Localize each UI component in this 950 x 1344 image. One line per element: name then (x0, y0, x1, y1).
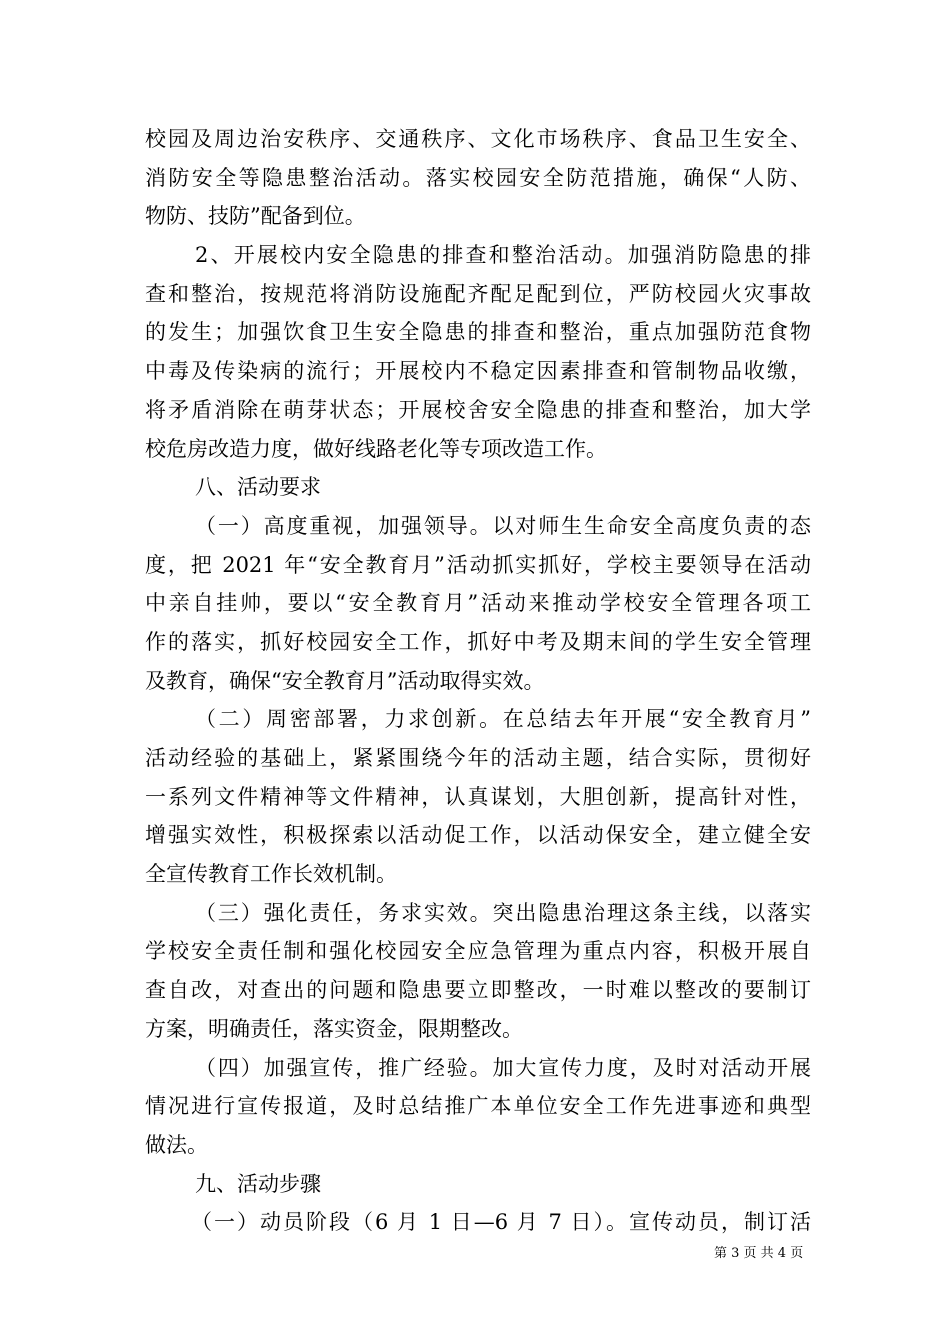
paragraph-line: （二）周密部署，力求创新。在总结去年开展“安全教育月” (195, 707, 811, 732)
paragraph-line: 及教育，确保“安全教育月”活动取得实效。 (145, 668, 545, 693)
paragraph-line: （四）加强宣传，推广经验。加大宣传力度，及时对活动开展 (195, 1055, 811, 1080)
paragraph-line: 活动经验的基础上，紧紧围绕今年的活动主题，结合实际，贯彻好 (145, 746, 811, 770)
paragraph-line: 消防安全等隐患整治活动。落实校园安全防范措施，确保“人防、 (145, 165, 811, 190)
paragraph-line: 将矛盾消除在萌芽状态；开展校舍安全隐患的排查和整治，加大学 (145, 397, 811, 422)
paragraph-line: 做法。 (145, 1132, 208, 1157)
paragraph-line: 情况进行宣传报道，及时总结推广本单位安全工作先进事迹和典型 (145, 1094, 811, 1119)
paragraph-line: 方案，明确责任，落实资金，限期整改。 (145, 1016, 523, 1041)
paragraph-line: 中亲自挂帅，要以“安全教育月”活动来推动学校安全管理各项工 (145, 591, 811, 616)
paragraph-line: 全宣传教育工作长效机制。 (145, 862, 397, 887)
paragraph-line: 2、开展校内安全隐患的排查和整治活动。加强消防隐患的排 (195, 243, 811, 268)
paragraph-line: 物防、技防”配备到位。 (145, 204, 366, 229)
paragraph-line: 的发生；加强饮食卫生安全隐患的排查和整治，重点加强防范食物 (145, 320, 811, 345)
paragraph-line: 查自改，对查出的问题和隐患要立即整改，一时难以整改的要制订 (145, 978, 811, 1003)
paragraph-line: 中毒及传染病的流行；开展校内不稳定因素排查和管制物品收缴， (145, 359, 811, 384)
document-body (145, 120, 811, 1242)
paragraph-line: 一系列文件精神等文件精神，认真谋划，大胆创新，提高针对性， (145, 784, 811, 809)
section-heading: 八、活动要求 (195, 475, 321, 500)
paragraph-line: （一）动员阶段（6 月 1 日—6 月 7 日）。宣传动员，制订活 (191, 1210, 811, 1235)
page-number-footer: 第 3 页 共 4 页 (714, 1246, 804, 1261)
paragraph-line: （三）强化责任，务求实效。突出隐患治理这条主线，以落实 (195, 900, 811, 925)
paragraph-line: 作的落实，抓好校园安全工作，抓好中考及期末间的学生安全管理 (145, 629, 811, 654)
paragraph-line: 校危房改造力度，做好线路老化等专项改造工作。 (145, 436, 607, 461)
section-heading: 九、活动步骤 (195, 1171, 321, 1196)
paragraph-line: 查和整治，按规范将消防设施配齐配足配到位，严防校园火灾事故 (145, 281, 811, 306)
paragraph-line: 校园及周边治安秩序、交通秩序、文化市场秩序、食品卫生安全、 (145, 127, 811, 151)
paragraph-line: 学校安全责任制和强化校园安全应急管理为重点内容，积极开展自 (145, 939, 811, 964)
paragraph-line: 增强实效性，积极探索以活动促工作，以活动保安全，建立健全安 (145, 823, 811, 848)
paragraph-line: （一）高度重视，加强领导。以对师生生命安全高度负责的态 (195, 513, 811, 538)
paragraph-line: 度，把 2021 年“安全教育月”活动抓实抓好，学校主要领导在活动 (145, 552, 811, 577)
